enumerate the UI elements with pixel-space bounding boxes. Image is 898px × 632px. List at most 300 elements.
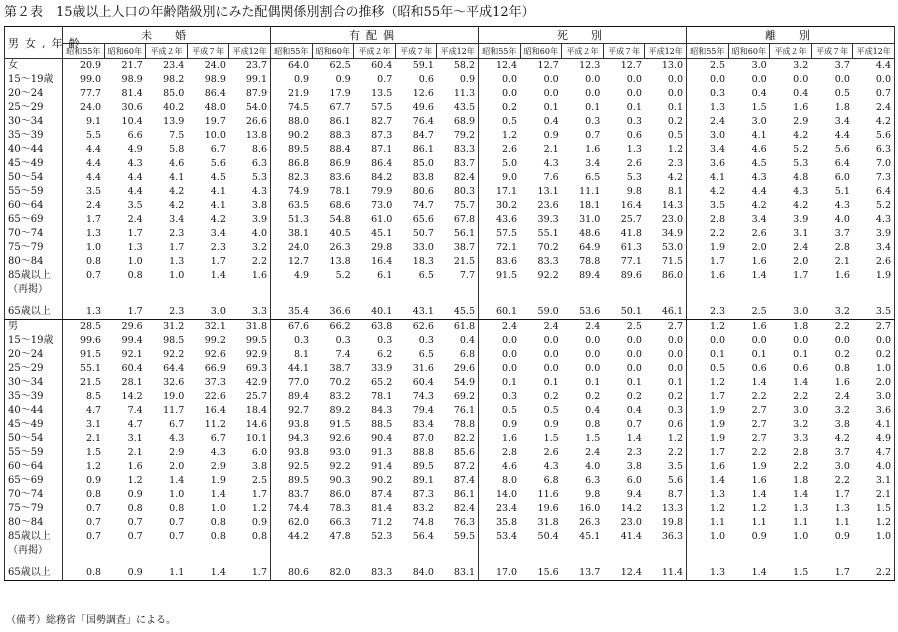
value-cell: 0.8	[63, 488, 105, 502]
value-cell: 0.9	[271, 73, 313, 87]
year-header: 平成12年	[645, 44, 687, 59]
value-cell: 33.0	[412, 242, 434, 253]
value-cell	[728, 283, 770, 297]
row-label: 85歳以上	[5, 269, 63, 283]
table-row	[5, 334, 895, 348]
value-cell: 0.5	[479, 115, 521, 129]
value-cell: 77.0	[271, 376, 313, 390]
table-row	[5, 129, 895, 143]
value-cell: 0.0	[667, 335, 683, 346]
row-label: 25〜29	[5, 101, 63, 115]
value-cell: 0.4	[585, 405, 601, 416]
value-cell: 2.5	[251, 475, 267, 486]
value-cell: 4.3	[543, 461, 559, 472]
value-cell: 2.1	[853, 488, 895, 502]
value-cell: 0.0	[751, 74, 767, 85]
value-cell: 1.5	[585, 433, 601, 444]
value-cell: 0.5	[667, 130, 683, 141]
value-cell: 98.5	[163, 335, 185, 346]
value-cell: 3.2	[251, 242, 267, 253]
value-cell: 84.3	[371, 405, 393, 416]
value-cell: 38.7	[453, 242, 475, 253]
value-cell: 35.8	[479, 516, 521, 530]
value-cell: 6.1	[377, 270, 393, 281]
value-cell: 4.9	[853, 432, 895, 446]
table-row	[5, 241, 895, 255]
value-cell: 1.9	[751, 461, 767, 472]
value-cell	[603, 544, 645, 558]
value-cell: 0.0	[479, 334, 521, 348]
value-cell: 83.2	[329, 391, 351, 402]
value-cell: 0.2	[585, 391, 601, 402]
value-cell	[146, 283, 188, 297]
value-cell: 0.3	[687, 87, 729, 101]
value-cell: 0.4	[459, 335, 475, 346]
value-cell: 17.0	[479, 558, 521, 581]
value-cell: 13.8	[245, 130, 267, 141]
value-cell: 7.5	[169, 130, 185, 141]
value-cell: 0.1	[751, 349, 767, 360]
value-cell: 0.0	[626, 88, 642, 99]
value-cell: 88.8	[412, 447, 434, 458]
value-cell: 53.6	[562, 297, 604, 320]
table-row	[5, 390, 895, 404]
value-cell: 0.5	[479, 404, 521, 418]
table-row	[5, 59, 895, 74]
table-row	[5, 101, 895, 115]
value-cell: 1.4	[626, 433, 642, 444]
value-cell: 90.2	[271, 129, 313, 143]
value-cell: 48.6	[579, 228, 601, 239]
value-cell: 89.4	[579, 270, 601, 281]
row-label: 50〜54	[5, 171, 63, 185]
value-cell: 2.0	[853, 376, 895, 390]
value-cell: 86.0	[661, 270, 683, 281]
value-cell: 92.7	[271, 404, 313, 418]
value-cell: 3.4	[853, 241, 895, 255]
value-cell: 2.2	[751, 391, 767, 402]
value-cell: 86.1	[412, 144, 434, 155]
value-cell: 1.3	[626, 144, 642, 155]
value-cell: 0.7	[63, 502, 105, 516]
value-cell: 31.0	[579, 214, 601, 225]
value-cell: 1.6	[687, 269, 729, 283]
value-cell: 8.6	[251, 144, 267, 155]
value-cell: 0.0	[853, 73, 895, 87]
value-cell: 1.6	[585, 144, 601, 155]
value-cell: 12.3	[562, 59, 604, 74]
table-row	[5, 432, 895, 446]
value-cell: 6.5	[418, 349, 434, 360]
value-cell: 45.1	[579, 531, 601, 542]
value-cell: 61.8	[437, 320, 479, 335]
value-cell: 87.4	[453, 475, 475, 486]
value-cell: 2.4	[520, 320, 562, 335]
value-cell: 0.0	[853, 334, 895, 348]
value-cell	[437, 283, 479, 297]
value-cell: 1.4	[187, 558, 229, 581]
group-header-1: 未 婚	[63, 27, 271, 44]
row-label: 80〜84	[5, 255, 63, 269]
value-cell: 3.4	[834, 116, 850, 127]
value-cell: 1.5	[770, 558, 812, 581]
value-cell: 23.4	[146, 59, 188, 74]
value-cell: 4.6	[169, 158, 185, 169]
value-cell: 3.3	[229, 297, 271, 320]
value-cell: 4.4	[853, 59, 895, 74]
table-row	[5, 348, 895, 362]
value-cell: 1.9	[853, 269, 895, 283]
row-label: 85歳以上	[5, 530, 63, 544]
value-cell: 91.3	[371, 447, 393, 458]
value-cell: 2.8	[793, 447, 809, 458]
value-cell: 1.5	[751, 102, 767, 113]
value-cell: 60.4	[412, 377, 434, 388]
value-cell: 0.2	[853, 348, 895, 362]
value-cell: 1.4	[793, 377, 809, 388]
value-cell: 1.3	[63, 227, 105, 241]
year-header: 昭和60年	[520, 44, 562, 59]
value-cell: 53.4	[479, 530, 521, 544]
value-cell: 66.9	[204, 363, 226, 374]
value-cell: 99.2	[204, 335, 226, 346]
value-cell: 12.7	[271, 255, 313, 269]
value-cell: 3.4	[585, 158, 601, 169]
value-cell: 4.2	[793, 130, 809, 141]
table-row	[5, 502, 895, 516]
value-cell: 19.6	[537, 503, 559, 514]
value-cell	[187, 283, 229, 297]
value-cell: 2.4	[562, 320, 604, 335]
value-cell: 4.2	[793, 200, 809, 211]
value-cell: 3.5	[667, 461, 683, 472]
row-label: 70〜74	[5, 488, 63, 502]
value-cell: 29.6	[453, 363, 475, 374]
value-cell: 43.1	[395, 297, 437, 320]
value-cell: 31.8	[537, 517, 559, 528]
value-cell: 0.2	[667, 391, 683, 402]
table-row	[5, 87, 895, 101]
value-cell: 66.2	[312, 320, 354, 335]
row-label: 30〜34	[5, 376, 63, 390]
value-cell: 92.2	[537, 270, 559, 281]
value-cell: 5.2	[335, 270, 351, 281]
value-cell: 3.7	[834, 228, 850, 239]
value-cell: 1.6	[127, 461, 143, 472]
value-cell: 1.7	[687, 390, 729, 404]
table-row	[5, 446, 895, 460]
value-cell: 4.5	[210, 172, 226, 183]
value-cell: 85.6	[453, 447, 475, 458]
value-cell: 86.1	[453, 489, 475, 500]
value-cell: 0.1	[626, 377, 642, 388]
value-cell: 32.1	[187, 320, 229, 335]
value-cell: 2.3	[146, 297, 188, 320]
row-label: （再掲）	[5, 283, 63, 297]
value-cell: 11.4	[645, 558, 687, 581]
value-cell: 57.5	[371, 102, 393, 113]
value-cell: 7.6	[543, 172, 559, 183]
value-cell: 2.7	[751, 419, 767, 430]
value-cell: 0.0	[834, 335, 850, 346]
value-cell: 2.7	[645, 320, 687, 335]
value-cell: 9.1	[63, 115, 105, 129]
table-row	[5, 544, 895, 558]
value-cell: 0.6	[793, 363, 809, 374]
value-cell: 89.2	[329, 405, 351, 416]
value-cell: 34.9	[661, 228, 683, 239]
value-cell: 71.2	[371, 517, 393, 528]
value-cell: 10.4	[121, 116, 143, 127]
value-cell: 0.9	[751, 531, 767, 542]
value-cell: 69.2	[453, 391, 475, 402]
value-cell: 18.1	[579, 200, 601, 211]
row-label: 20〜24	[5, 348, 63, 362]
value-cell	[271, 283, 313, 297]
value-cell: 7.0	[853, 157, 895, 171]
table-row	[5, 530, 895, 544]
table-row	[5, 516, 895, 530]
value-cell: 2.7	[751, 405, 767, 416]
value-cell: 86.8	[271, 157, 313, 171]
value-cell: 13.9	[163, 116, 185, 127]
value-cell: 87.4	[371, 489, 393, 500]
value-cell: 90.3	[329, 475, 351, 486]
value-cell: 4.3	[169, 433, 185, 444]
value-cell: 0.0	[626, 335, 642, 346]
value-cell: 91.5	[329, 419, 351, 430]
value-cell	[645, 544, 687, 558]
value-cell: 74.3	[412, 391, 434, 402]
value-cell: 29.8	[371, 242, 393, 253]
value-cell: 4.4	[751, 186, 767, 197]
value-cell: 6.0	[834, 172, 850, 183]
value-cell: 65.6	[412, 214, 434, 225]
value-cell: 2.0	[169, 461, 185, 472]
value-cell: 0.1	[626, 102, 642, 113]
value-cell: 18.4	[245, 405, 267, 416]
value-cell: 45.5	[437, 297, 479, 320]
value-cell: 3.8	[834, 419, 850, 430]
table-row	[5, 185, 895, 199]
value-cell	[853, 544, 895, 558]
value-cell: 84.2	[371, 172, 393, 183]
value-cell: 6.5	[585, 172, 601, 183]
value-cell	[520, 283, 562, 297]
value-cell: 4.2	[169, 200, 185, 211]
value-cell: 69.3	[245, 363, 267, 374]
value-cell: 1.2	[667, 433, 683, 444]
value-cell: 92.6	[329, 433, 351, 444]
value-cell: 7.7	[459, 270, 475, 281]
value-cell: 80.6	[412, 186, 434, 197]
year-header: 平成７年	[811, 44, 853, 59]
value-cell: 26.3	[579, 517, 601, 528]
value-cell: 6.4	[834, 158, 850, 169]
value-cell: 9.8	[626, 186, 642, 197]
value-cell	[687, 283, 729, 297]
value-cell: 32.6	[163, 377, 185, 388]
value-cell: 0.7	[63, 516, 105, 530]
table-row	[5, 199, 895, 213]
value-cell: 3.8	[251, 461, 267, 472]
value-cell: 14.6	[245, 419, 267, 430]
row-label: 40〜44	[5, 404, 63, 418]
value-cell: 4.0	[251, 228, 267, 239]
value-cell: 12.4	[479, 59, 521, 74]
row-label: 65歳以上	[5, 297, 63, 320]
value-cell: 89.6	[620, 270, 642, 281]
value-cell: 4.4	[834, 130, 850, 141]
row-label: 40〜44	[5, 143, 63, 157]
value-cell: 98.9	[121, 74, 143, 85]
value-cell: 2.5	[603, 320, 645, 335]
value-cell: 0.0	[543, 88, 559, 99]
year-header-row	[5, 44, 895, 59]
year-header: 平成７年	[395, 44, 437, 59]
value-cell: 1.6	[251, 270, 267, 281]
value-cell: 1.7	[793, 270, 809, 281]
value-cell: 0.8	[210, 517, 226, 528]
row-label: 65〜69	[5, 213, 63, 227]
value-cell: 0.7	[169, 531, 185, 542]
value-cell: 1.6	[834, 377, 850, 388]
value-cell: 3.5	[127, 200, 143, 211]
value-cell: 0.9	[479, 418, 521, 432]
table-row	[5, 157, 895, 171]
row-label: 55〜59	[5, 446, 63, 460]
value-cell: 90.4	[371, 433, 393, 444]
value-cell: 3.7	[811, 59, 853, 74]
value-cell: 0.6	[626, 130, 642, 141]
value-cell: 41.4	[620, 531, 642, 542]
value-cell: 0.1	[667, 377, 683, 388]
value-cell: 39.3	[537, 214, 559, 225]
value-cell: 7.4	[335, 349, 351, 360]
value-cell: 2.1	[127, 447, 143, 458]
value-cell: 1.2	[853, 516, 895, 530]
value-cell: 1.0	[169, 270, 185, 281]
value-cell: 0.0	[479, 348, 521, 362]
value-cell: 31.6	[412, 363, 434, 374]
value-cell: 5.3	[251, 172, 267, 183]
value-cell	[146, 544, 188, 558]
row-header-label: 男女,年齢	[5, 27, 63, 59]
value-cell: 7.4	[127, 405, 143, 416]
value-cell: 1.8	[793, 475, 809, 486]
value-cell: 83.8	[412, 172, 434, 183]
value-cell: 2.5	[687, 59, 729, 74]
value-cell: 1.0	[127, 256, 143, 267]
value-cell: 78.8	[579, 256, 601, 267]
value-cell: 3.0	[728, 59, 770, 74]
table-row	[5, 213, 895, 227]
value-cell: 2.6	[626, 158, 642, 169]
value-cell: 2.2	[853, 558, 895, 581]
value-cell: 0.8	[210, 531, 226, 542]
value-cell: 62.0	[271, 516, 313, 530]
value-cell: 0.3	[377, 335, 393, 346]
value-cell: 2.4	[687, 115, 729, 129]
value-cell: 91.5	[63, 348, 105, 362]
value-cell: 0.0	[793, 335, 809, 346]
value-cell: 1.5	[543, 433, 559, 444]
value-cell: 99.1	[245, 74, 267, 85]
value-cell: 0.1	[687, 348, 729, 362]
value-cell: 38.1	[271, 227, 313, 241]
group-header-3: 死 別	[479, 27, 687, 44]
value-cell: 54.8	[329, 214, 351, 225]
value-cell: 86.1	[329, 116, 351, 127]
value-cell: 1.2	[127, 475, 143, 486]
year-header: 平成７年	[187, 44, 229, 59]
value-cell: 3.1	[853, 474, 895, 488]
value-cell: 4.4	[63, 171, 105, 185]
value-cell: 36.3	[661, 531, 683, 542]
value-cell: 83.3	[537, 256, 559, 267]
value-cell: 4.7	[63, 404, 105, 418]
value-cell: 63.5	[271, 199, 313, 213]
value-cell: 4.3	[853, 213, 895, 227]
value-cell: 14.2	[620, 503, 642, 514]
value-cell: 1.6	[834, 270, 850, 281]
marital-status-table	[4, 26, 895, 581]
value-cell: 99.4	[121, 335, 143, 346]
value-cell: 91.5	[479, 269, 521, 283]
value-cell: 4.3	[127, 158, 143, 169]
value-cell: 11.7	[163, 405, 185, 416]
value-cell: 1.0	[853, 362, 895, 376]
value-cell: 63.8	[354, 320, 396, 335]
table-row	[5, 283, 895, 297]
value-cell: 19.7	[204, 116, 226, 127]
value-cell: 0.9	[127, 489, 143, 500]
value-cell	[229, 283, 271, 297]
value-cell: 82.2	[453, 433, 475, 444]
value-cell: 87.1	[371, 144, 393, 155]
value-cell: 6.8	[543, 475, 559, 486]
value-cell: 6.7	[169, 419, 185, 430]
year-header: 平成２年	[146, 44, 188, 59]
value-cell: 3.8	[626, 461, 642, 472]
value-cell: 2.2	[251, 256, 267, 267]
value-cell: 49.6	[412, 102, 434, 113]
value-cell: 6.8	[459, 349, 475, 360]
value-cell: 5.6	[667, 475, 683, 486]
value-cell: 9.0	[479, 171, 521, 185]
value-cell: 13.7	[562, 558, 604, 581]
value-cell: 2.9	[793, 116, 809, 127]
value-cell: 44.2	[271, 530, 313, 544]
value-cell: 31.8	[229, 320, 271, 335]
value-cell: 93.8	[271, 418, 313, 432]
value-cell: 92.5	[271, 460, 313, 474]
value-cell: 1.3	[793, 503, 809, 514]
value-cell: 1.2	[667, 144, 683, 155]
value-cell: 0.0	[793, 74, 809, 85]
value-cell: 0.8	[63, 255, 105, 269]
value-cell: 92.1	[121, 349, 143, 360]
value-cell: 92.2	[329, 461, 351, 472]
value-cell: 1.7	[104, 297, 146, 320]
value-cell: 0.9	[335, 74, 351, 85]
value-cell: 0.9	[459, 74, 475, 85]
value-cell: 2.0	[751, 242, 767, 253]
value-cell: 0.9	[63, 474, 105, 488]
value-cell: 1.0	[853, 530, 895, 544]
value-cell	[104, 283, 146, 297]
value-cell: 28.5	[63, 320, 105, 335]
